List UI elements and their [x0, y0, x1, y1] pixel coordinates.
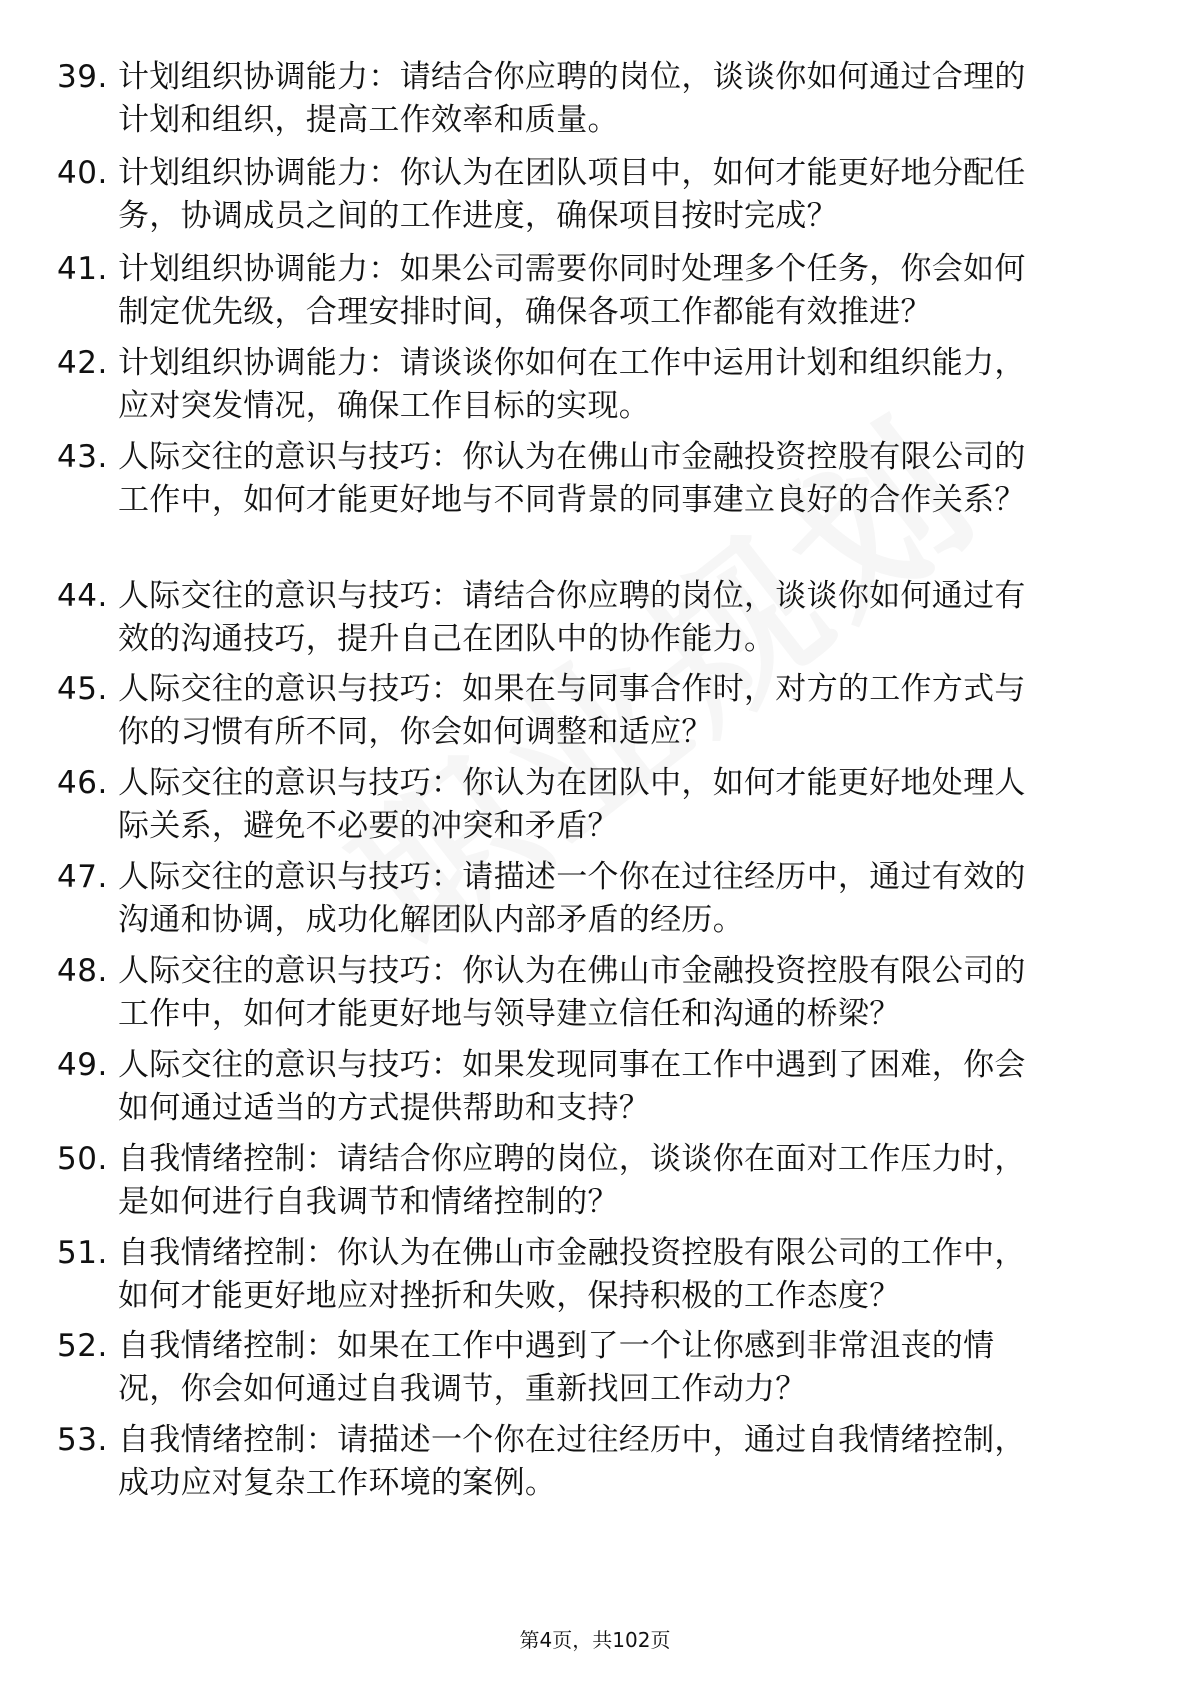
question-number: 48. [57, 953, 108, 989]
question-number: 43. [57, 439, 108, 475]
question-number: 52. [57, 1328, 108, 1364]
question-number: 40. [57, 155, 108, 191]
question-number: 42. [57, 345, 108, 381]
page-footer: 第4页，共102页 [519, 1628, 671, 1652]
question-text: 自我情绪控制：请结合你应聘的岗位，谈谈你在面对工作压力时，是如何进行自我调节和情绪控制的？ [118, 1141, 1026, 1220]
question-number: 53. [57, 1422, 108, 1458]
question-item [0, 856, 1190, 956]
question-item [0, 1232, 1190, 1332]
question-text: 人际交往的意识与技巧：请描述一个你在过往经历中，通过有效的沟通和协调，成功化解团队内部矛盾的经历。 [118, 859, 1026, 938]
question-number: 47. [57, 859, 108, 895]
question-text: 自我情绪控制：请描述一个你在过往经历中，通过自我情绪控制，成功应对复杂工作环境的案例。 [118, 1422, 1026, 1501]
question-item [0, 575, 1190, 675]
question-item [0, 436, 1190, 536]
question-text: 人际交往的意识与技巧：你认为在佛山市金融投资控股有限公司的工作中，如何才能更好地与不同背景的同事建立良好的合作关系？ [118, 439, 1026, 518]
question-text: 计划组织协调能力：你认为在团队项目中，如何才能更好地分配任务，协调成员之间的工作进度，确保项目按时完成？ [118, 155, 1026, 234]
question-number: 46. [57, 765, 108, 801]
question-text: 计划组织协调能力：请谈谈你如何在工作中运用计划和组织能力，应对突发情况，确保工作目标的实现。 [118, 345, 1026, 424]
question-item [0, 342, 1190, 442]
question-number: 45. [57, 671, 108, 707]
question-number: 50. [57, 1141, 108, 1177]
question-text: 自我情绪控制：如果在工作中遇到了一个让你感到非常沮丧的情况，你会如何通过自我调节，重新找回工作动力？ [118, 1328, 995, 1407]
question-item [0, 1325, 1190, 1425]
question-text: 计划组织协调能力：如果公司需要你同时处理多个任务，你会如何制定优先级，合理安排时间，确保各项工作都能有效推进？ [118, 251, 1026, 330]
question-number: 41. [57, 251, 108, 287]
question-number: 39. [57, 59, 108, 95]
question-item [0, 1044, 1190, 1144]
question-item [0, 1419, 1190, 1519]
question-item [0, 950, 1190, 1050]
question-item [0, 668, 1190, 768]
question-text: 计划组织协调能力：请结合你应聘的岗位，谈谈你如何通过合理的计划和组织，提高工作效率和质量。 [118, 59, 1026, 138]
question-item [0, 762, 1190, 862]
question-item [0, 1138, 1190, 1238]
question-text: 人际交往的意识与技巧：你认为在团队中，如何才能更好地处理人际关系，避免不必要的冲突和矛盾？ [118, 765, 1026, 844]
question-text: 自我情绪控制：你认为在佛山市金融投资控股有限公司的工作中，如何才能更好地应对挫折和失败，保持积极的工作态度？ [118, 1235, 1026, 1314]
question-text: 人际交往的意识与技巧：请结合你应聘的岗位，谈谈你如何通过有效的沟通技巧，提升自己在团队中的协作能力。 [118, 578, 1026, 657]
question-item [0, 152, 1190, 252]
question-text: 人际交往的意识与技巧：如果在与同事合作时，对方的工作方式与你的习惯有所不同，你会如何调整和适应？ [118, 671, 1026, 750]
question-text: 人际交往的意识与技巧：如果发现同事在工作中遇到了困难，你会如何通过适当的方式提供帮助和支持？ [118, 1047, 1026, 1126]
question-item [0, 248, 1190, 348]
question-number: 49. [57, 1047, 108, 1083]
question-number: 44. [57, 578, 108, 614]
question-item [0, 56, 1190, 156]
question-number: 51. [57, 1235, 108, 1271]
question-text: 人际交往的意识与技巧：你认为在佛山市金融投资控股有限公司的工作中，如何才能更好地与领导建立信任和沟通的桥梁？ [118, 953, 1026, 1032]
